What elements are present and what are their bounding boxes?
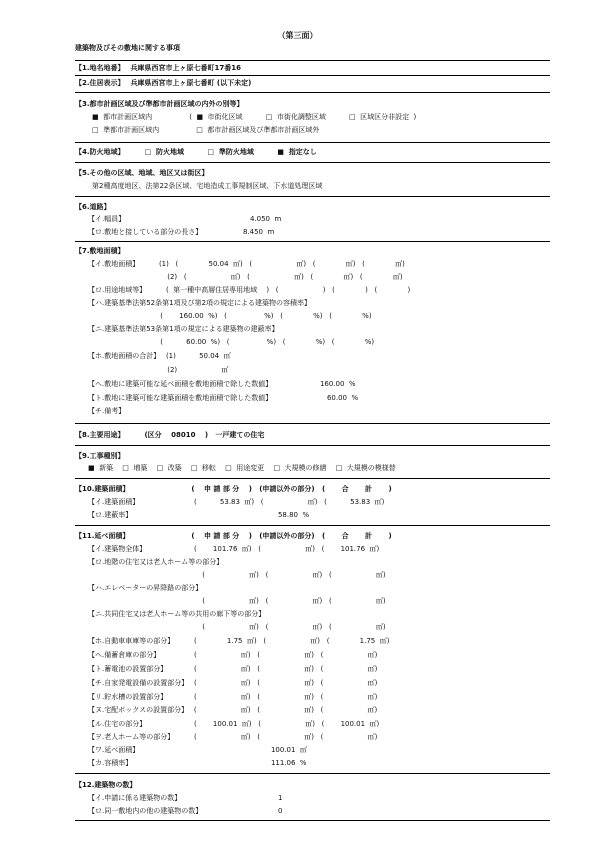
form-line-s11m: 【ヌ.宅配ボックスの設置部分】 ( ㎡) ( ㎡) ( ㎡): [88, 706, 378, 714]
form-line-s9: 【9.工事種別】: [75, 452, 125, 460]
form-line-s7l: 【チ.備考】: [88, 407, 126, 415]
form-line-s10b: 【ロ.建蔽率】 58.80 %: [88, 511, 310, 519]
divider-line: [75, 92, 550, 93]
form-line-s7h: 【ホ.敷地面積の合計】 (1) 50.04 ㎡: [88, 352, 231, 360]
page-subtitle: 建築物及びその敷地に関する事項: [75, 44, 180, 52]
divider-line: [75, 820, 550, 821]
form-line-s12a: 【イ.申請に係る建築物の数】 1: [88, 794, 283, 802]
form-line-s11i: 【ヘ.備蓄倉庫の部分】 ( ㎡) ( ㎡) ( ㎡): [88, 651, 378, 659]
form-line-s2: 【2.住居表示】 兵庫県西宮市上ヶ原七番町 (以下未定): [75, 79, 252, 87]
form-line-s11f: 【ニ.共同住宅又は老人ホーム等の共用の廊下等の部分】: [88, 610, 266, 618]
form-line-s6: 【6.道路】: [75, 203, 111, 211]
form-line-s11h: 【ホ.自動車車庫等の部分】 ( 1.75 ㎡) ( ㎡) ( 1.75 ㎡): [88, 637, 390, 645]
form-line-s5a: 第2種高度地区、法第22条区域、宅地造成工事規制区域、下水道処理区域: [92, 182, 323, 190]
form-line-s6b: 【ロ.敷地と接している部分の長さ】 8.450 m: [88, 228, 275, 236]
form-line-s4: 【4.防火地域】 □ 防火地域 □ 準防火地域 ■ 指定なし: [75, 148, 317, 156]
form-line-s11p: 【ワ.延べ面積】 100.01 ㎡: [88, 746, 307, 754]
divider-line: [75, 773, 550, 774]
form-line-s3b: □ 準都市計画区域内 □ 都市計画区域及び準都市計画区域外: [92, 126, 320, 134]
form-line-s11j: 【ト.蓄電池の設置部分】 ( ㎡) ( ㎡) ( ㎡): [88, 665, 378, 673]
form-line-s1: 【1.地名地番】 兵庫県西宮市上ヶ原七番町17番16: [75, 64, 241, 72]
form-line-s7e: ( 160.00 %) ( %) ( %) ( %): [88, 312, 372, 320]
divider-line: [75, 423, 550, 424]
form-line-s11n: 【ル.住宅の部分】 ( 100.01 ㎡) ( ㎡) ( 100.01 ㎡): [88, 720, 380, 728]
form-line-s11e: ( ㎡) ( ㎡) ( ㎡): [88, 597, 386, 605]
form-line-s8: 【8.主要用途】 (区分 08010 ) 一戸建ての住宅: [75, 431, 265, 439]
form-line-s10a: 【イ.建築面積】 ( 53.83 ㎡) ( ㎡) ( 53.83 ㎡): [88, 498, 385, 506]
form-line-s7i: (2) ㎡: [88, 366, 229, 374]
divider-line: [75, 142, 550, 143]
form-line-s11o: 【ヲ.老人ホーム等の部分】 ( ㎡) ( ㎡) ( ㎡): [88, 733, 378, 741]
divider-line: [75, 445, 550, 446]
form-line-s7c: 【ロ.用途地域等】 ( 第一種中高層住居専用地域 ) ( ) ( ) ( ): [88, 286, 411, 294]
form-line-s7j: 【ヘ.敷地に建築可能な延べ面積を敷地面積で除した数値】 160.00 %: [88, 380, 356, 388]
form-line-s12: 【12.建築物の数】: [75, 781, 137, 789]
form-line-s12b: 【ロ.同一敷地内の他の建築物の数】 0: [88, 807, 283, 815]
form-line-s7a: 【イ.敷地面積】 (1) ( 50.04 ㎡) ( ㎡) ( ㎡) ( ㎡): [88, 260, 405, 268]
form-line-s7: 【7.敷地面積】: [75, 247, 125, 255]
divider-line: [75, 525, 550, 526]
form-line-s7k: 【ト.敷地に建築可能な建築面積を敷地面積で除した数値】 60.00 %: [88, 394, 359, 402]
divider-line: [75, 196, 550, 197]
form-line-s9a: ■ 新築 □ 増築 □ 改築 □ 移転 □ 用途変更 □ 大規模の修繕 □ 大規模の模様替: [88, 464, 396, 472]
form-line-s6a: 【イ.幅員】 4.050 m: [88, 215, 282, 223]
divider-line: [75, 478, 550, 479]
form-line-s11k: 【チ.自家発電設備の設置部分】 ( ㎡) ( ㎡) ( ㎡): [88, 679, 378, 687]
form-line-s7f: 【ニ.建築基準法第53条第1項の規定による建築物の建蔽率】: [88, 325, 279, 333]
form-line-s11b: 【ロ.地階の住宅又は老人ホーム等の部分】: [88, 558, 224, 566]
form-line-s7b: (2) ( ㎡) ( ㎡) ( ㎡) ( ㎡): [88, 273, 403, 281]
divider-line: [75, 75, 550, 76]
form-line-s11: 【11.延べ面積】 ( 申 請 部 分 ) (申請以外の部分) ( 合 計 ): [75, 532, 392, 540]
form-line-s3a: ■ 都市計画区域内 ( ■ 市街化区域 □ 市街化調整区域 □ 区域区分非設定 ): [92, 113, 417, 121]
form-line-s11c: ( ㎡) ( ㎡) ( ㎡): [88, 571, 386, 579]
form-line-s11d: 【ハ.エレベーターの昇降路の部分】: [88, 584, 203, 592]
form-line-s3: 【3.都市計画区域及び準都市計画区域の内外の別等】: [75, 100, 244, 108]
form-line-s7g: ( 60.00 %) ( %) ( %) ( %): [88, 338, 375, 346]
form-line-s10: 【10.建築面積】 ( 申 請 部 分 ) (申請以外の部分) ( 合 計 ): [75, 485, 392, 493]
divider-line: [75, 241, 550, 242]
form-line-s7d: 【ハ.建築基準法第52条第1項及び第2項の規定による建築物の容積率】: [88, 299, 312, 307]
divider-line: [75, 162, 550, 163]
page-title: （第三面）: [277, 31, 318, 40]
form-line-s11q: 【カ.容積率】 111.06 %: [88, 759, 307, 767]
form-line-s5: 【5.その他の区域、地域、地区又は街区】: [75, 169, 209, 177]
form-line-s11a: 【イ.建築物全体】 ( 101.76 ㎡) ( ㎡) ( 101.76 ㎡): [88, 545, 380, 553]
form-line-s11l: 【リ.貯水槽の設置部分】 ( ㎡) ( ㎡) ( ㎡): [88, 693, 378, 701]
form-line-s11g: ( ㎡) ( ㎡) ( ㎡): [88, 623, 386, 631]
divider-line: [75, 60, 550, 61]
